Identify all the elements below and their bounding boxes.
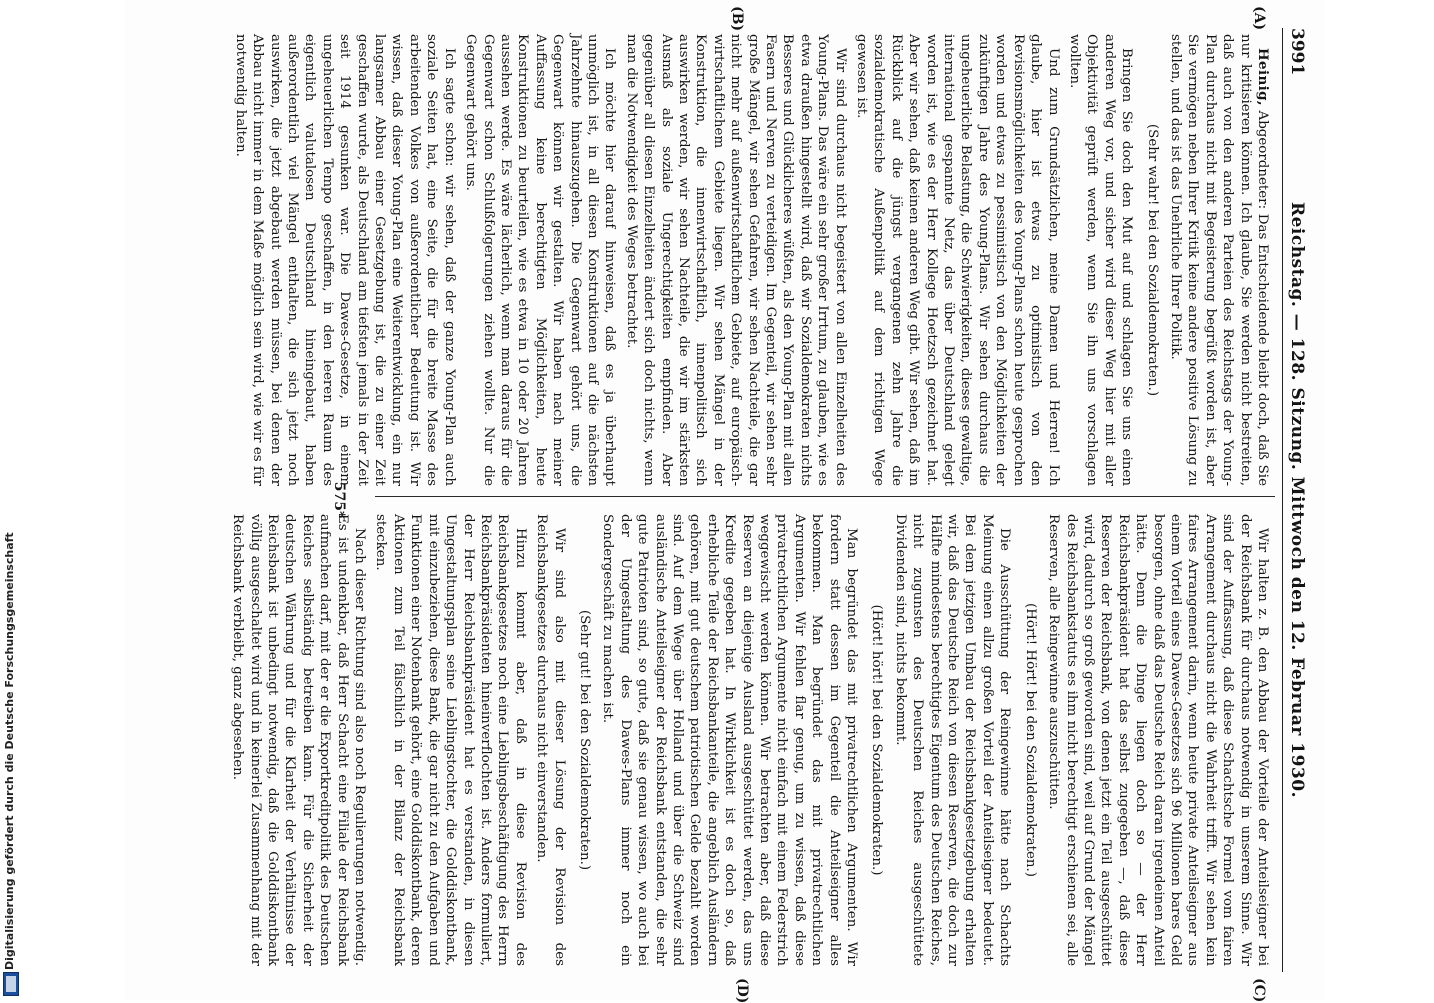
paragraph-text: Man begründet das mit privatrechtlichen Argumenten. Wir fordern statt dessen im Gegenteil die Anteilseigner alles bekommen. Man begründet das mit privatrechtlichen Argumenten. Wir fehlen flar genug, um zu wissen, daß diese privatrechtlichen Argumente nicht einfach mit einem Federstrich weggewischt werden können. Wir betrachten aber, daß diese Reserven an diejenige Ausland ausgeschüttet werden, das uns Kredite gegeben hat. In Wirklichkeit ist es doch so, daß erhebliche Teile der Reichsbankanteile, die angeblich Ausländern gehören, mit gut deutschem patriotischen Gelde bezahlt worden sind. Auf dem Wege über Holland und über die Schweiz sind ausländische Anteilseigner der Reichsbank entstanden, die sehr gute Patrioten sind, so gute, daß sie genau wissen, wo auch bei der Umgestaltung des Dawes-Plans immer noch ein Sondergeschäft zu machen ist.	[600, 514, 860, 966]
paragraph-text: Ich möchte hier darauf hinweisen, daß es ja überhaupt unmöglich ist, in all diesen Konstruktionen auf die nächsten Jahrzehnte hinauszugehen. Die Gegenwart gehört uns, die Gegenwart können wir gestalten. Wir haben nach meiner Auffassung keine berechtigten Möglichkeiten, heute Konstruktionen zu beurteilen, wie es etwa in 10 oder 20 Jahren aussehen werde. Es wäre lächerlich, wenn man daraus für die Gegenwart schon Schlußfolgerungen ziehen wollte. Nur die Gegenwart gehört uns.	[463, 34, 618, 486]
speaker-note: Abgeordneter:	[1255, 105, 1270, 210]
interjection: (Sehr gut! bei den Sozialdemokraten.)	[576, 609, 592, 871]
interjection: (Hört! Hört! bei den Sozialdemokraten.)	[1022, 603, 1038, 877]
margin-marker-d: (D)	[734, 978, 750, 1003]
page-title: Reichstag. — 128. Sitzung. Mittwoch den 12. Februar 1930.	[1287, 201, 1307, 799]
paragraph	[372, 514, 529, 966]
paragraph	[462, 34, 619, 486]
paragraph	[853, 34, 1062, 486]
paragraph	[622, 34, 848, 486]
page-header	[1282, 28, 1309, 972]
paragraph-text: Ich sagte schon: wir sehen, daß der ganze Young-Plan auch soziale Seiten hat, eine Seite, die für die breite Masse des arbeitenden Volkes von außerordentlicher Bedeutung ist. Wir wissen, daß dieser Young-Plan eine Weiterentwicklung, ein nur langsamer Abbau einer Gesetzgebung ist, die zu einer Zeit geschaffen wurde, als Deutschland am tiefsten jemals in der Zeit seit 1914 gesunken war. Die Dawes-Gesetze, in einem ungeheuerlichen Tempo geschaffen, in den leeren Raum des eigentlich valutalosen Deutschland hineingebaut, haben außerordentlich viel Mängel enthalten, die sich jetzt noch auswirken, die jetzt abgebaut werden müssen, bei denen der Abbau nicht immer in dem Maße möglich sein wird, wie wir es für notwendig halten.	[232, 34, 457, 486]
digitization-credit	[2, 0, 18, 1000]
scanned-page	[125, 0, 1325, 1003]
paragraph-text: Nach dieser Richtung sind also noch Regulierungen notwendig. Es ist undenkbar, daß Herr Schacht eine Filiale der Reichsbank aufmachen darf, mit der er die Exportkreditpolitik des Deutschen Reiches selbständig betreiben kann. Für die Sicherheit der deutschen Währung und für die Klarheit der Verhältnisse der Reichsbank ist unbedingt notwendig, daß die Golddiskontbank völlig ausgeschaltet wird und in keinerlei Zusammenhang mit der Reichsbank verbleibt, ganz abgesehen.	[230, 514, 368, 966]
footer-number: 575*	[331, 481, 347, 519]
paragraph	[1066, 34, 1136, 486]
paragraph-text: Die Ausschüttung der Reingewinne hätte nach Schachts Meinung einen allzu großen Vorteil der Anteilseigner bedeutet. Bei dem jetzigen Umbau der Reichsbankgesetzgebung erhalten wir, daß das Deutsche Reich von diesen Reserven, die doch zur Hälfte mindestens berechtigtes Eigentum des Deutschen Reiches, nicht zugunsten des Deutschen Reiches ausgeschüttete Dividenden sind, nichts bekommt.	[892, 514, 1013, 966]
paragraph-text: Wir sind durchaus nicht begeistert von allen Einzelheiten des Young-Plans. Das wäre ein sehr großer Irrtum, zu glauben, wie es etwa draußen hingestellt wird, daß wir Sozialdemokraten nichts Besseres und Glücklicheres wüßten, als den Young-Plan mit allen Fasern und Nerven zu verteidigen. Im Gegenteil, wir sehen sehr große Mängel, wir sehen Gefahren, wir sehen Nachteile, die gar nicht mehr auf außenwirtschaftlichem Gebiete, auf europäisch-wirtschaftlichem Gebiete liegen. Wir sehen Mängel in der Konstruktion, die innenwirtschaftlich, innenpolitisch sich auswirken werden, wir sehen Nachteile, die wir im stärksten Ausmaß als soziale Ungerechtigkeiten empfinden. Aber gegenüber all diesen Einzelheiten ändert sich doch nichts, wenn man die Notwendigkeit des Weges betrachtet.	[623, 34, 848, 486]
paragraph-text: Hinzu kommt aber, daß in diese Revision des Reichsbankgesetzes noch eine Lieblingsbeschäftigung des Herrn Reichsbankpräsidenten hineinverflochten ist. Anders formuliert, der Herr Reichsbankpräsident hat es verstanden, in diesen Umgestaltungsplan seine Lieblingstochter, die Golddiskontbank, mit einzubeziehen, diese Bank, die gar nicht zu den Aufgaben und Funktionen einer Notenbank gehört, eine Golddiskontbank, deren Aktionen zum Teil fälschlich in der Bilanz der Reichsbank stecken.	[373, 514, 528, 966]
paragraph-text: Bringen Sie doch den Mut auf und schlagen Sie uns einen anderen Weg vor, und sicher wird dieser Weg hier mit aller Objektivität geprüft werden, wenn Sie ihn uns vorschlagen wollten.	[1066, 34, 1135, 486]
right-column	[225, 514, 1271, 966]
credit-text: Digitalisierung gefördert durch die Deutsche Forschungsgemeinschaft	[3, 532, 16, 970]
paragraph	[229, 514, 368, 966]
paragraph	[1167, 34, 1271, 486]
interjection: (Hört! hört! bei den Sozialdemokraten.)	[869, 604, 885, 876]
margin-marker-c: (C)	[1251, 978, 1267, 1003]
column-divider	[375, 496, 1275, 497]
page-number: 3991	[1287, 28, 1307, 76]
margin-marker-b: (B)	[729, 6, 745, 32]
left-column	[227, 34, 1271, 486]
paragraph-text: Und zum Grundsätzlichen, meine Damen und Herren! Ich glaube, hier ist etwas zu optimistisch von den Revisionsmöglichkeiten des Young-Plans schon heute gesprochen worden und etwas zu pessimistisch von den Möglichkeiten der zukünftigen Jahre des Young-Plans. Wir sehen durchaus die ungeheuerliche Belastung, die Schwierigkeiten, dieses gewaltige, international gespannte Netz, das über Deutschland gelegt worden ist, wie es der Herr Kollege Hoetzsch gezeichnet hat. Aber wir sehen, daß keinen anderen Weg gibt. Wir sehen, daß im Rückblick auf die jüngst vergangenen zehn Jahre die sozialdemokratische Außenpolitik auf dem richtigen Wege gewesen ist.	[854, 34, 1061, 486]
paragraph-text: Wir halten z. B. den Abbau der Vorteile der Anteilseigner bei der Reichsbank für durchaus notwendig in unserem Sinne. Wir sind der Auffassung, daß diese Schachtsche Formel vom fairen Arrangement durchaus nicht die Wahrheit trifft. Wir sehen kein faires Arrangement darin, wenn heute private Anteilseigner aus einem Vorteil eines Dawes-Gesetzes sich 96 Millionen bares Geld besorgen, ohne daß das Deutsche Reich daran irgendeinen Anteil hätte. Denn die Dinge liegen doch so — der Herr Reichsbankpräsident hat das selbst zugegeben —, daß diese Reserven der Reichsbank, von denen jetzt ein Teil ausgeschüttet wird, dadurch so groß geworden sind, weil auf Grund der Mängel des Reichsbankstatuts es ihm nicht berechtigt erschienen sei, alle Reserven, alle Reingewinne auszuschütten.	[1046, 514, 1270, 966]
margin-marker-a: (A)	[1251, 6, 1267, 31]
paragraph	[1045, 514, 1271, 966]
paragraph	[891, 514, 1013, 966]
speaker-name: Heinig,	[1255, 48, 1271, 106]
paragraph	[599, 514, 860, 966]
dfg-logo-icon	[3, 972, 19, 996]
paragraph	[533, 514, 568, 966]
interjection: (Sehr wahr! bei den Sozialdemokraten.)	[1144, 123, 1160, 397]
paragraph-text: Das Entscheidende bleibt doch, daß Sie nur kritisieren können. Ich glaube, Sie werden nicht bestreiten, daß auch von den anderen Parteien des Reichstags der Young-Plan durchaus nicht mit Begeisterung begrüßt worden ist, aber Sie vermögen neben Ihrer Kritik keine andere positive Lösung zu stellen, und das ist das Unehrliche Ihrer Politik.	[1167, 34, 1270, 487]
paragraph-text: Wir sind also mit dieser Lösung der Revision des Reichsbankgesetzes durchaus nicht einverstanden.	[534, 514, 567, 966]
